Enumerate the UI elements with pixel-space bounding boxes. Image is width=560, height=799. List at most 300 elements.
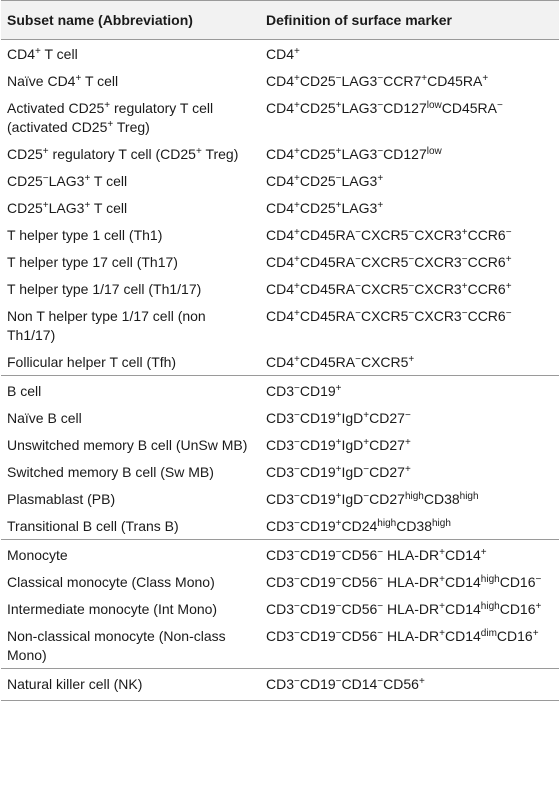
- marker-text: LAG3: [341, 146, 378, 162]
- marker-superscript: dim: [480, 628, 497, 639]
- marker-text: CD56: [341, 628, 378, 644]
- marker-text: CD3: [266, 547, 295, 563]
- marker-text: Non-classical monocyte (Non-class Mono): [7, 628, 226, 663]
- marker-superscript: +: [335, 464, 342, 475]
- marker-superscript: −: [294, 547, 300, 558]
- marker-text: IgD: [341, 437, 364, 453]
- marker-superscript: −: [408, 254, 415, 265]
- marker-superscript: high: [404, 491, 424, 502]
- marker-superscript: +: [195, 146, 202, 157]
- table-row: [1, 194, 559, 221]
- table-row: [1, 512, 559, 540]
- subset-name-cell: [1, 512, 260, 540]
- marker-text: Treg): [113, 119, 150, 135]
- marker-superscript: +: [505, 254, 512, 265]
- marker-superscript: +: [335, 491, 342, 502]
- marker-text: CD4: [266, 227, 295, 243]
- marker-text: Naïve B cell: [7, 410, 82, 426]
- subset-name-cell: [1, 622, 260, 669]
- marker-superscript: +: [42, 146, 49, 157]
- surface-marker-cell: [260, 167, 559, 194]
- surface-marker-cell: [260, 302, 559, 348]
- marker-text: CD16: [499, 574, 536, 590]
- marker-superscript: −: [408, 308, 415, 319]
- header-surface-marker: Definition of surface marker: [260, 1, 559, 40]
- marker-text: CXCR3: [414, 254, 462, 270]
- marker-superscript: +: [294, 281, 300, 292]
- subset-name-cell: [1, 40, 260, 68]
- marker-text: T cell: [81, 73, 119, 89]
- marker-superscript: +: [84, 200, 91, 211]
- subset-name-cell: [1, 431, 260, 458]
- surface-marker-cell: [260, 376, 559, 405]
- marker-superscript: −: [355, 308, 361, 319]
- marker-text: CD16: [496, 628, 533, 644]
- marker-superscript: +: [107, 119, 114, 130]
- marker-superscript: −: [294, 410, 300, 421]
- marker-text: Activated CD25: [7, 100, 105, 116]
- marker-text: CD127: [383, 100, 427, 116]
- marker-text: CD3: [266, 601, 295, 617]
- marker-superscript: −: [355, 281, 361, 292]
- table-row: [1, 376, 559, 405]
- marker-text: CD45RA: [299, 227, 356, 243]
- marker-text: CD4: [266, 354, 295, 370]
- surface-marker-cell: [260, 568, 559, 595]
- table-row: [1, 348, 559, 376]
- marker-superscript: −: [335, 547, 342, 558]
- marker-text: CCR6: [467, 281, 506, 297]
- marker-superscript: +: [377, 173, 384, 184]
- marker-superscript: +: [294, 308, 300, 319]
- marker-text: Classical monocyte (Class Mono): [7, 574, 215, 590]
- marker-text: Treg): [201, 146, 239, 162]
- marker-text: B cell: [7, 383, 42, 399]
- marker-superscript: −: [461, 254, 468, 265]
- marker-superscript: −: [377, 574, 384, 585]
- marker-text: CD14: [445, 574, 481, 590]
- table-row: [1, 568, 559, 595]
- subset-name-cell: [1, 275, 260, 302]
- marker-text: LAG3: [341, 100, 378, 116]
- marker-superscript: +: [75, 73, 82, 84]
- marker-text: CD3: [266, 383, 295, 399]
- subset-name-cell: [1, 248, 260, 275]
- subset-name-cell: [1, 376, 260, 405]
- marker-superscript: +: [294, 173, 300, 184]
- marker-superscript: +: [439, 628, 445, 639]
- marker-text: CD27: [369, 491, 405, 507]
- marker-text: Follicular helper T cell (Tfh): [7, 354, 177, 370]
- marker-superscript: −: [377, 100, 384, 111]
- marker-text: CD4: [266, 146, 295, 162]
- marker-text: Plasmablast (PB): [7, 491, 116, 507]
- marker-text: CXCR5: [360, 308, 409, 324]
- marker-superscript: +: [294, 227, 300, 238]
- marker-superscript: −: [363, 464, 370, 475]
- marker-superscript: +: [532, 628, 539, 639]
- marker-text: CD4: [266, 200, 295, 216]
- marker-superscript: −: [363, 491, 370, 502]
- marker-superscript: −: [505, 227, 512, 238]
- surface-marker-cell: [260, 94, 559, 140]
- surface-marker-cell: [260, 669, 559, 701]
- marker-superscript: −: [335, 676, 342, 687]
- table-row: [1, 275, 559, 302]
- marker-text: CD4: [266, 100, 295, 116]
- marker-superscript: +: [535, 601, 542, 612]
- marker-text: Switched memory B cell (Sw MB): [7, 464, 214, 480]
- marker-text: CD3: [266, 464, 295, 480]
- marker-text: CD19: [299, 547, 336, 563]
- marker-superscript: +: [335, 383, 342, 394]
- marker-text: CD4: [7, 46, 36, 62]
- marker-text: CCR6: [467, 254, 506, 270]
- table-row: [1, 540, 559, 569]
- subset-name-cell: [1, 595, 260, 622]
- marker-text: CD14: [445, 628, 481, 644]
- surface-marker-cell: [260, 40, 559, 68]
- table-row: [1, 485, 559, 512]
- marker-text: CD56: [383, 676, 419, 692]
- marker-superscript: +: [439, 601, 445, 612]
- marker-text: IgD: [341, 410, 364, 426]
- marker-text: CD3: [266, 437, 295, 453]
- marker-superscript: +: [35, 46, 41, 57]
- marker-text: CD25: [299, 100, 336, 116]
- marker-text: CD4: [266, 308, 295, 324]
- marker-superscript: −: [377, 73, 384, 84]
- marker-text: CD19: [299, 574, 336, 590]
- table-header: [1, 1, 559, 40]
- marker-superscript: +: [404, 464, 411, 475]
- marker-superscript: high: [459, 491, 479, 502]
- marker-text: CCR7: [383, 73, 422, 89]
- marker-superscript: −: [404, 410, 411, 421]
- marker-superscript: −: [408, 227, 415, 238]
- marker-text: T helper type 17 cell (Th17): [7, 254, 178, 270]
- subset-name-cell: [1, 94, 260, 140]
- marker-text: CD4: [266, 254, 295, 270]
- marker-text: CD14: [445, 547, 481, 563]
- table-row: [1, 167, 559, 194]
- marker-superscript: +: [335, 100, 342, 111]
- marker-superscript: +: [294, 254, 300, 265]
- marker-superscript: −: [294, 628, 300, 639]
- table-row: [1, 404, 559, 431]
- subset-name-cell: [1, 458, 260, 485]
- marker-superscript: −: [294, 491, 300, 502]
- table-row: [1, 40, 559, 68]
- marker-superscript: −: [335, 601, 342, 612]
- marker-text: CD4: [266, 281, 295, 297]
- marker-superscript: +: [335, 437, 342, 448]
- marker-text: CCR6: [467, 227, 506, 243]
- marker-superscript: +: [421, 73, 428, 84]
- surface-marker-cell: [260, 194, 559, 221]
- marker-superscript: −: [377, 146, 384, 157]
- marker-text: CD56: [341, 547, 378, 563]
- marker-text: HLA-DR: [383, 601, 440, 617]
- marker-superscript: −: [355, 227, 361, 238]
- surface-marker-cell: [260, 595, 559, 622]
- marker-text: CD3: [266, 574, 295, 590]
- marker-superscript: −: [377, 601, 384, 612]
- marker-superscript: +: [104, 100, 111, 111]
- marker-text: CD3: [266, 410, 295, 426]
- marker-text: T helper type 1 cell (Th1): [7, 227, 163, 243]
- marker-text: CD38: [396, 518, 432, 534]
- marker-superscript: +: [439, 547, 445, 558]
- marker-text: CD56: [341, 601, 378, 617]
- marker-text: CD27: [369, 464, 405, 480]
- table-body: [1, 40, 559, 701]
- marker-text: CD25: [299, 173, 336, 189]
- surface-marker-cell: [260, 622, 559, 669]
- marker-superscript: +: [363, 410, 370, 421]
- marker-text: Intermediate monocyte (Int Mono): [7, 601, 218, 617]
- table-row: [1, 140, 559, 167]
- marker-text: CD3: [266, 491, 295, 507]
- marker-superscript: −: [335, 574, 342, 585]
- marker-text: T cell: [90, 173, 128, 189]
- marker-text: CD16: [499, 601, 536, 617]
- marker-text: CD25: [7, 200, 43, 216]
- marker-superscript: −: [355, 254, 361, 265]
- subset-name-cell: [1, 485, 260, 512]
- marker-text: HLA-DR: [383, 628, 440, 644]
- table-row: [1, 669, 559, 701]
- marker-text: CD4: [266, 173, 295, 189]
- marker-superscript: +: [461, 227, 468, 238]
- marker-text: CD14: [341, 676, 378, 692]
- marker-superscript: −: [294, 601, 300, 612]
- marker-superscript: −: [355, 354, 361, 365]
- marker-text: CD19: [299, 410, 336, 426]
- marker-superscript: −: [294, 518, 300, 529]
- marker-text: CD19: [299, 437, 336, 453]
- marker-text: CD25: [7, 173, 43, 189]
- surface-marker-cell: [260, 404, 559, 431]
- marker-text: CD27: [369, 437, 405, 453]
- marker-text: CD14: [445, 601, 481, 617]
- surface-marker-cell: [260, 221, 559, 248]
- marker-superscript: +: [408, 354, 415, 365]
- marker-superscript: +: [439, 574, 445, 585]
- marker-text: T cell: [40, 46, 78, 62]
- marker-superscript: +: [482, 73, 489, 84]
- marker-superscript: +: [294, 46, 300, 57]
- marker-superscript: −: [294, 464, 300, 475]
- marker-text: CD45RA: [299, 281, 356, 297]
- marker-text: CXCR3: [414, 227, 462, 243]
- marker-text: CD25: [299, 146, 336, 162]
- surface-marker-cell: [260, 540, 559, 569]
- marker-text: T helper type 1/17 cell (Th1/17): [7, 281, 202, 297]
- marker-superscript: −: [42, 173, 49, 184]
- table-row: [1, 248, 559, 275]
- table-row: [1, 458, 559, 485]
- marker-text: T cell: [90, 200, 128, 216]
- marker-superscript: +: [335, 200, 342, 211]
- table-row: [1, 595, 559, 622]
- marker-superscript: +: [294, 354, 300, 365]
- marker-superscript: −: [335, 628, 342, 639]
- marker-superscript: −: [461, 308, 468, 319]
- marker-text: CD3: [266, 628, 295, 644]
- table-row: [1, 302, 559, 348]
- header-row: [1, 1, 559, 40]
- marker-superscript: −: [377, 628, 384, 639]
- subset-name-cell: [1, 302, 260, 348]
- marker-text: Naïve CD4: [7, 73, 76, 89]
- marker-superscript: low: [426, 100, 442, 111]
- subset-name-cell: [1, 167, 260, 194]
- marker-superscript: +: [480, 547, 487, 558]
- marker-text: CD3: [266, 676, 295, 692]
- marker-text: CD3: [266, 518, 295, 534]
- marker-superscript: high: [432, 518, 451, 529]
- marker-superscript: −: [294, 383, 300, 394]
- header-subset-name: Subset name (Abbreviation): [1, 1, 260, 40]
- subset-name-cell: [1, 221, 260, 248]
- marker-text: CXCR3: [414, 308, 462, 324]
- marker-text: CD19: [299, 464, 336, 480]
- marker-superscript: −: [377, 676, 384, 687]
- marker-superscript: low: [426, 146, 442, 157]
- subset-name-cell: [1, 194, 260, 221]
- marker-superscript: −: [335, 73, 342, 84]
- marker-text: CD19: [299, 491, 336, 507]
- table-row: [1, 622, 559, 669]
- marker-text: LAG3: [48, 200, 85, 216]
- marker-text: regulatory T cell (activated CD25: [7, 100, 214, 135]
- surface-marker-cell: [260, 275, 559, 302]
- marker-superscript: −: [535, 574, 542, 585]
- marker-text: CCR6: [467, 308, 506, 324]
- marker-text: CD45RA: [427, 73, 483, 89]
- surface-marker-cell: [260, 458, 559, 485]
- marker-text: CD56: [341, 574, 378, 590]
- marker-superscript: +: [42, 200, 49, 211]
- marker-text: LAG3: [341, 73, 378, 89]
- marker-text: LAG3: [341, 200, 378, 216]
- surface-marker-cell: [260, 248, 559, 275]
- subset-name-cell: [1, 348, 260, 376]
- marker-text: regulatory T cell (CD25: [48, 146, 196, 162]
- marker-text: CXCR5: [360, 281, 409, 297]
- marker-text: CD19: [299, 518, 336, 534]
- marker-text: CXCR5: [360, 354, 409, 370]
- marker-text: CD19: [299, 628, 336, 644]
- subset-name-cell: [1, 140, 260, 167]
- marker-superscript: +: [294, 146, 300, 157]
- marker-superscript: +: [418, 676, 425, 687]
- marker-text: CXCR5: [360, 254, 409, 270]
- subset-name-cell: [1, 568, 260, 595]
- marker-text: CD25: [299, 73, 336, 89]
- surface-marker-cell: [260, 431, 559, 458]
- marker-superscript: −: [377, 547, 384, 558]
- marker-superscript: −: [408, 281, 415, 292]
- marker-text: CD4: [266, 46, 295, 62]
- marker-text: CD38: [423, 491, 460, 507]
- marker-superscript: +: [335, 518, 342, 529]
- table-row: [1, 67, 559, 94]
- marker-superscript: +: [335, 410, 342, 421]
- marker-superscript: +: [84, 173, 91, 184]
- marker-text: Non T helper type 1/17 cell (non Th1/17): [7, 308, 206, 343]
- marker-superscript: +: [404, 437, 411, 448]
- marker-superscript: +: [335, 146, 342, 157]
- marker-text: CD45RA: [299, 354, 356, 370]
- marker-superscript: −: [335, 173, 342, 184]
- surface-marker-cell: [260, 348, 559, 376]
- marker-superscript: high: [480, 574, 500, 585]
- marker-text: CD25: [7, 146, 43, 162]
- marker-text: CD45RA: [441, 100, 498, 116]
- table-row: [1, 94, 559, 140]
- marker-text: CD127: [383, 146, 427, 162]
- marker-text: IgD: [341, 464, 364, 480]
- marker-text: Monocyte: [7, 547, 68, 563]
- marker-superscript: −: [294, 437, 300, 448]
- marker-text: Transitional B cell (Trans B): [7, 518, 179, 534]
- marker-text: Natural killer cell (NK): [7, 676, 143, 692]
- marker-superscript: +: [505, 281, 512, 292]
- marker-text: CD4: [266, 73, 295, 89]
- marker-superscript: −: [294, 574, 300, 585]
- marker-superscript: −: [497, 100, 503, 111]
- marker-superscript: +: [363, 437, 370, 448]
- table-row: [1, 431, 559, 458]
- subset-name-cell: [1, 540, 260, 569]
- marker-text: CD19: [299, 676, 336, 692]
- marker-text: CD25: [299, 200, 336, 216]
- marker-text: CXCR3: [414, 281, 462, 297]
- marker-superscript: high: [480, 601, 500, 612]
- subset-name-cell: [1, 669, 260, 701]
- marker-superscript: +: [377, 200, 384, 211]
- marker-text: IgD: [341, 491, 364, 507]
- surface-marker-cell: [260, 485, 559, 512]
- marker-text: CD45RA: [299, 308, 356, 324]
- marker-superscript: +: [461, 281, 468, 292]
- marker-text: LAG3: [341, 173, 378, 189]
- marker-superscript: high: [377, 518, 397, 529]
- marker-text: Unswitched memory B cell (UnSw MB): [7, 437, 248, 453]
- marker-text: CD27: [369, 410, 405, 426]
- marker-text: HLA-DR: [383, 574, 440, 590]
- marker-superscript: −: [294, 676, 300, 687]
- marker-text: CD24: [341, 518, 378, 534]
- table-row: [1, 221, 559, 248]
- marker-superscript: +: [294, 100, 300, 111]
- marker-text: CD19: [299, 383, 336, 399]
- marker-text: CXCR5: [360, 227, 409, 243]
- marker-superscript: −: [505, 308, 512, 319]
- subset-name-cell: [1, 404, 260, 431]
- marker-text: HLA-DR: [383, 547, 440, 563]
- marker-text: LAG3: [48, 173, 85, 189]
- marker-superscript: +: [294, 200, 300, 211]
- subset-name-cell: [1, 67, 260, 94]
- marker-superscript: +: [294, 73, 300, 84]
- marker-text: CD19: [299, 601, 336, 617]
- subset-definition-table: [1, 0, 559, 701]
- surface-marker-cell: [260, 140, 559, 167]
- marker-text: CD45RA: [299, 254, 356, 270]
